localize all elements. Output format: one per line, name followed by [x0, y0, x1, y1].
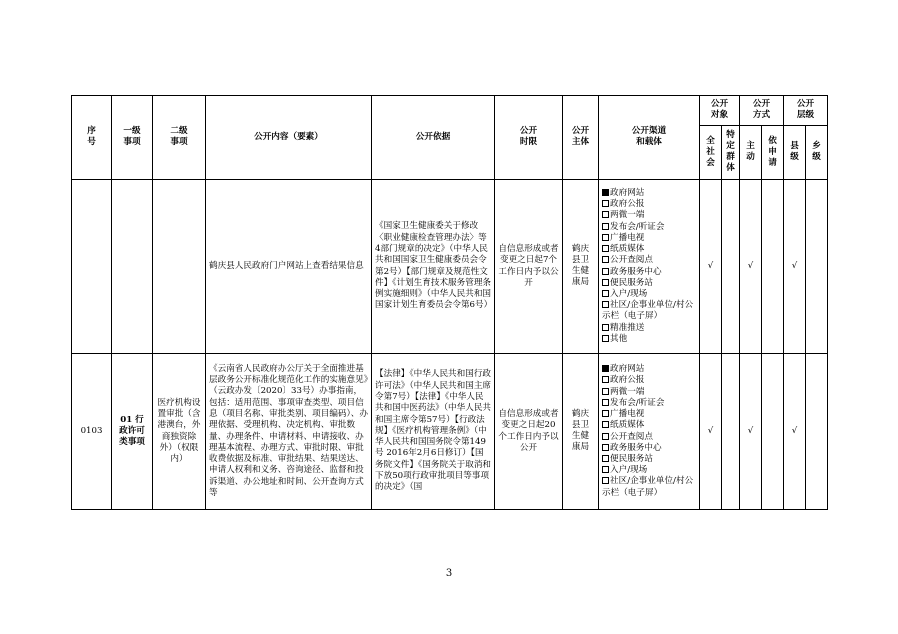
checkbox-icon [602, 335, 609, 342]
header-level: 公开层级 [784, 96, 828, 126]
cell-level-township [806, 180, 828, 354]
disclosure-table [71, 95, 828, 510]
checkbox-icon [602, 211, 609, 218]
cell-audience-all: √ [700, 354, 722, 510]
checkbox-icon [602, 200, 609, 207]
table-row [72, 180, 828, 354]
channel-item [602, 210, 696, 221]
cell-basis: 《国家卫生健康委关于修改〈职业健康检查管理办法〉等4部门规章的决定》（中华人民共和国国家卫生健康委员会令第2号）【部门规章及规范性文件】《计划生育技术服务管理条例实施细则》（中华人民共和国国家计划生育委员会令第6号） [372, 180, 495, 354]
channel-label: 公开查阅点 [610, 431, 653, 442]
channel-label: 社区/企事业单位/村公示栏（电子屏） [602, 300, 694, 322]
checkbox-icon [602, 268, 609, 275]
cell-level-township [806, 354, 828, 510]
channel-item [602, 289, 696, 300]
channel-label: 其他 [610, 333, 628, 344]
header-row [72, 96, 828, 126]
header-audience-specific: 特定群体 [722, 126, 740, 180]
channel-item [602, 375, 696, 386]
cell-method-active: √ [740, 354, 762, 510]
cell-seq: 0103 [72, 354, 112, 510]
channel-item [602, 244, 696, 255]
header-content: 公开内容（要素） [206, 96, 372, 180]
cell-basis: 【法律】《中华人民共和国行政许可法》（中华人民共和国主席令第7号）【法律】《中华人民共和国中医药法》（中华人民共和国主席令第57号）【行政法规】《医疗机构管理条例》（中华人民共和国国务院令第149号 2016年2月6日修订）【国务院文件】《国务院关于取消和下放50项行政审批项目等事项的决定》（国 [372, 354, 495, 510]
cell-content: 鹤庆县人民政府门户网站上查看结果信息 [206, 180, 372, 354]
checkbox-icon [602, 455, 609, 462]
cell-level2: 医疗机构设置审批（含港澳台，外商独资除外）（权限内） [153, 354, 206, 510]
cell-content: 《云南省人民政府办公厅关于全面推进基层政务公开标准化规范化工作的实施意见》（云政办发〔2020〕33号）办事指南，包括：适用范围、事项审查类型、项目信息（项目名称、审批类别、项目编码）、办理依据、受理机构、决定机构、审批数量、办理条件、申请材料、申请接收、办理基本流程、办理方式、审批时限、审批收费依据及标准、审批结果、结果送达、申请人权利和义务、咨询途径、监督和投诉渠道、办公地址和时间、公开查询方式等 [206, 354, 372, 510]
header-level-township: 乡级 [806, 126, 828, 180]
checkbox-icon [602, 376, 609, 383]
page-number: 3 [445, 568, 453, 579]
channel-label: 政府网站 [610, 188, 645, 199]
header-time-limit: 公开时限 [495, 96, 563, 180]
checkbox-icon [602, 256, 609, 263]
checkbox-icon [602, 290, 609, 297]
channel-label: 政府公报 [610, 199, 645, 210]
cell-method-request [762, 180, 784, 354]
channel-label: 纸质媒体 [610, 420, 645, 431]
cell-subject: 鹤庆县卫生健康局 [563, 180, 599, 354]
channel-item [602, 387, 696, 398]
channel-label: 公开查阅点 [610, 255, 653, 266]
cell-level1 [112, 180, 153, 354]
channel-item [602, 454, 696, 465]
checkbox-icon [602, 279, 609, 286]
cell-audience-specific [722, 180, 740, 354]
checkbox-icon [602, 477, 609, 484]
channel-label: 广播电视 [610, 232, 645, 243]
checkbox-icon [602, 421, 609, 428]
cell-level1: 01 行政许可类事项 [112, 354, 153, 510]
checkbox-icon [602, 324, 609, 331]
checkbox-icon [602, 234, 609, 241]
cell-level2 [153, 180, 206, 354]
channel-label: 纸质媒体 [610, 244, 645, 255]
channel-label: 政务服务中心 [610, 442, 662, 453]
channel-label: 广播电视 [610, 409, 645, 420]
checkbox-icon [602, 223, 609, 230]
channel-item [602, 420, 696, 431]
checkbox-icon [602, 399, 609, 406]
channel-label: 政府网站 [610, 364, 645, 375]
cell-audience-specific [722, 354, 740, 510]
channel-item [602, 398, 696, 409]
checkbox-icon [602, 444, 609, 451]
table-row [72, 354, 828, 510]
channel-item [602, 323, 696, 334]
channel-item [602, 364, 696, 375]
header-level-county: 县级 [784, 126, 806, 180]
checkbox-icon [602, 466, 609, 473]
channel-item [602, 222, 696, 233]
channel-label: 政府公报 [610, 375, 645, 386]
checkbox-icon [602, 245, 609, 252]
checkbox-icon [602, 433, 609, 440]
channel-item [602, 465, 696, 476]
header-method-request: 依申请 [762, 126, 784, 180]
header-basis: 公开依据 [372, 96, 495, 180]
header-level2: 二级事项 [153, 96, 206, 180]
channel-label: 两微一端 [610, 386, 645, 397]
channel-item [602, 300, 696, 322]
channel-label: 社区/企事业单位/村公示栏（电子屏） [602, 476, 694, 498]
header-method-active: 主动 [740, 126, 762, 180]
channel-label: 精准推送 [610, 322, 645, 333]
channel-label: 入户/现场 [610, 465, 648, 476]
channel-label: 政务服务中心 [610, 266, 662, 277]
channel-item [602, 476, 696, 498]
channel-item [602, 278, 696, 289]
channel-item [602, 199, 696, 210]
cell-time-limit: 自信息形成或者变更之日起7个工作日内予以公开 [495, 180, 563, 354]
checkbox-icon [602, 410, 609, 417]
header-audience: 公开对象 [700, 96, 740, 126]
channel-label: 两微一端 [610, 210, 645, 221]
cell-audience-all: √ [700, 180, 722, 354]
channel-item [602, 334, 696, 345]
cell-level-county: √ [784, 180, 806, 354]
channel-item [602, 432, 696, 443]
header-method: 公开方式 [740, 96, 784, 126]
cell-channels [599, 180, 700, 354]
header-channels: 公开渠道和载体 [599, 96, 700, 180]
cell-method-active: √ [740, 180, 762, 354]
cell-subject: 鹤庆县卫生健康局 [563, 354, 599, 510]
channel-item [602, 233, 696, 244]
cell-level-county: √ [784, 354, 806, 510]
cell-time-limit: 自信息形成或者变更之日起20个工作日内予以公开 [495, 354, 563, 510]
channel-item [602, 188, 696, 199]
header-seq: 序号 [72, 96, 112, 180]
channel-label: 便民服务站 [610, 277, 653, 288]
checkbox-icon [602, 388, 609, 395]
channel-label: 便民服务站 [610, 453, 653, 464]
checked-box-icon [602, 365, 609, 372]
checkbox-icon [602, 301, 609, 308]
cell-channels [599, 354, 700, 510]
header-level1: 一级事项 [112, 96, 153, 180]
cell-method-request [762, 354, 784, 510]
channel-label: 发布会/听证会 [610, 221, 665, 232]
cell-seq [72, 180, 112, 354]
channel-item [602, 443, 696, 454]
channel-item [602, 409, 696, 420]
header-subject: 公开主体 [563, 96, 599, 180]
channel-item [602, 267, 696, 278]
header-audience-all: 全社会 [700, 126, 722, 180]
checked-box-icon [602, 189, 609, 196]
channel-label: 发布会/听证会 [610, 397, 665, 408]
channel-item [602, 255, 696, 266]
channel-label: 入户/现场 [610, 288, 648, 299]
